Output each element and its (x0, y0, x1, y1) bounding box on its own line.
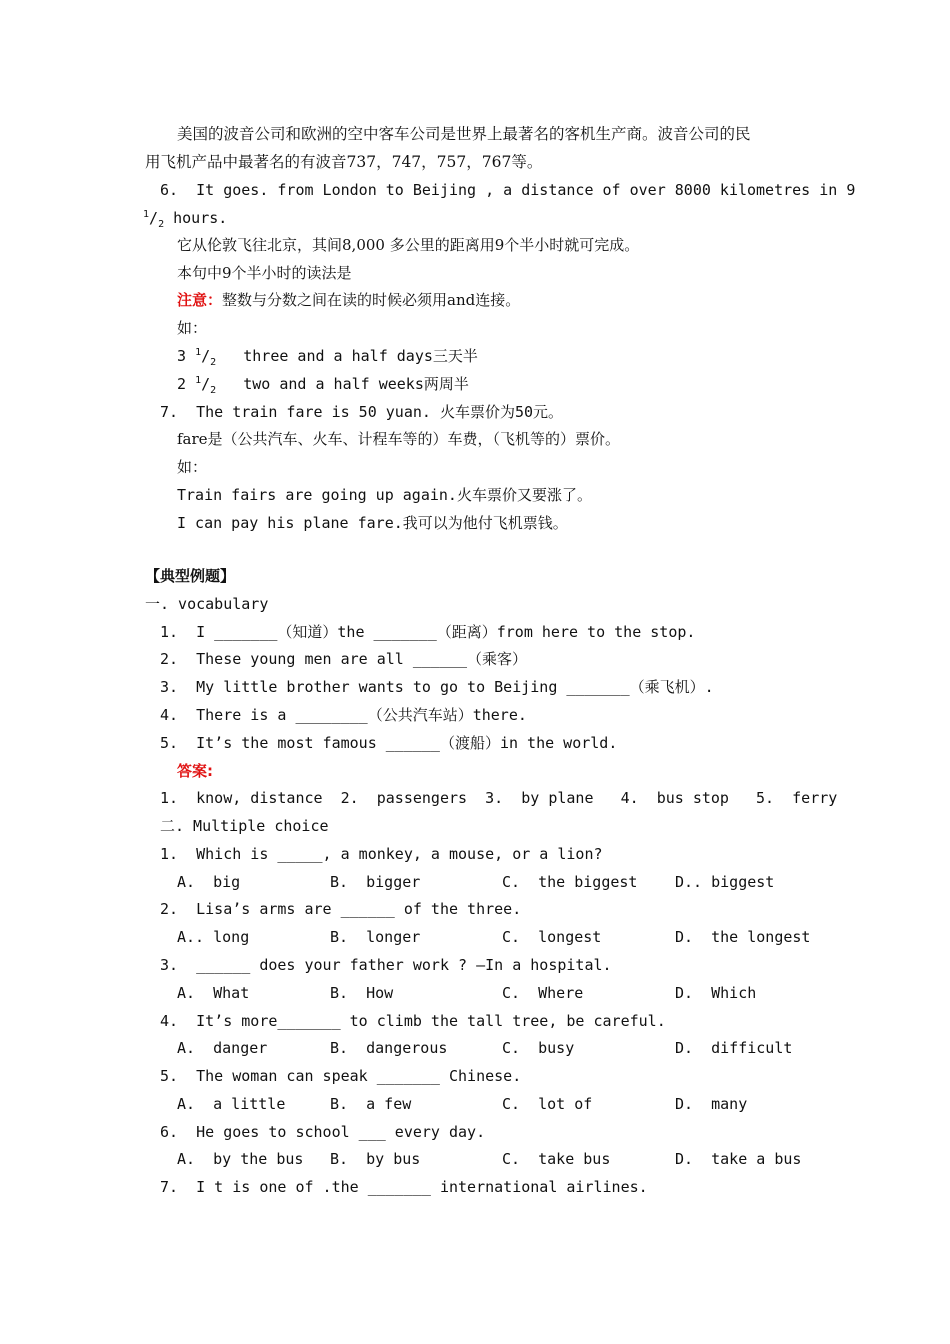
mc-1-option-b: B. bigger (330, 873, 421, 891)
mc-question-6: 6. He goes to school ___ every day. (160, 1123, 486, 1141)
mc-6-option-d: D. take a bus (675, 1150, 802, 1168)
item7-sentence: 7. The train fare is 50 yuan. 火车票价为50元。 (160, 403, 564, 421)
fraction-denominator: 2 (210, 357, 217, 368)
mc-5-option-c: C. lot of (502, 1095, 593, 1113)
mc-question-4: 4. It’s more_______ to climb the tall tree, be careful. (160, 1012, 666, 1030)
mc-4-option-b: B. dangerous (330, 1039, 448, 1057)
mc-6-option-a: A. by the bus (177, 1150, 304, 1168)
item7-example-label: 如： (177, 458, 208, 476)
mc-2-option-d: D. the longest (675, 928, 811, 946)
vocab-answers: 1. know, distance 2. passengers 3. by plane 4. bus stop 5. ferry (160, 789, 838, 807)
intro-line-1: 美国的波音公司和欧洲的空中客车公司是世界上最著名的客机生产商。波音公司的民 (177, 125, 751, 143)
mc-2-option-b: B. longer (330, 928, 421, 946)
mc-5-option-a: A. a little (177, 1095, 286, 1113)
example-integer: 3 (177, 347, 196, 365)
item6-note (177, 290, 520, 310)
mc-3-option-b: B. How (330, 984, 394, 1002)
vocab-question-4: 4. There is a ________（公共汽车站）there. (160, 706, 527, 724)
intro-line-2: 用飞机产品中最著名的有波音737，747，757，767等。 (145, 153, 543, 171)
mc-question-2: 2. Lisa’s arms are ______ of the three. (160, 900, 522, 918)
example-text: two and a half weeks两周半 (216, 375, 469, 393)
fraction-denominator: 2 (158, 219, 165, 230)
examples-heading: 【典型例题】 (145, 567, 236, 585)
item7-explain: fare是（公共汽车、火车、计程车等的）车费，（飞机等的）票价。 (177, 430, 621, 448)
fraction-numerator: 1 (195, 375, 202, 386)
mc-5-option-d: D. many (675, 1095, 748, 1113)
mc-6-option-c: C. take bus (502, 1150, 611, 1168)
answer-label: 答案: (177, 762, 213, 780)
item6-fraction-line: $^1/_2$ hours. (143, 209, 228, 230)
item6-translation: 它从伦敦飞往北京，其间8,000 多公里的距离用9个半小时就可完成。 (177, 236, 640, 254)
mc-heading: 二. Multiple choice (160, 817, 329, 835)
mc-4-option-c: C. busy (502, 1039, 575, 1057)
vocab-question-1: 1. I _______（知道）the _______（距离）from here to the stop. (160, 623, 696, 641)
item6-sentence: 6. It goes. from London to Beijing , a distance of over 8000 kilometres in 9 (160, 181, 856, 199)
mc-2-option-c: C. longest (502, 928, 602, 946)
item6-example-2: 2 $^1/_2$ two and a half weeks两周半 (177, 375, 469, 396)
item6-sentence-end: hours. (164, 209, 228, 227)
item7-example-2: I can pay his plane fare.我可以为他付飞机票钱。 (177, 514, 568, 532)
mc-3-option-d: D. Which (675, 984, 757, 1002)
note-text: 整数与分数之间在读的时候必须用and连接。 (222, 291, 521, 309)
item6-reading: 本句中9个半小时的读法是 (177, 264, 352, 282)
vocab-heading: 一. vocabulary (145, 595, 269, 613)
fraction-numerator: 1 (143, 209, 150, 220)
mc-question-1: 1. Which is _____, a monkey, a mouse, or a lion? (160, 845, 603, 863)
mc-6-option-b: B. by bus (330, 1150, 421, 1168)
fraction-numerator: 1 (195, 347, 202, 358)
item6-example-label: 如： (177, 319, 208, 337)
mc-1-option-a: A. big (177, 873, 241, 891)
mc-question-3: 3. ______ does your father work ? —In a hospital. (160, 956, 612, 974)
mc-question-5: 5. The woman can speak _______ Chinese. (160, 1067, 522, 1085)
item7-example-1: Train fairs are going up again.火车票价又要涨了。 (177, 486, 592, 504)
fraction-denominator: 2 (210, 385, 217, 396)
mc-4-option-a: A. danger (177, 1039, 268, 1057)
mc-1-option-d: D.. biggest (675, 873, 775, 891)
mc-4-option-d: D. difficult (675, 1039, 793, 1057)
mc-2-option-a: A.. long (177, 928, 250, 946)
mc-3-option-a: A. What (177, 984, 250, 1002)
item6-example-1: 3 $^1/_2$ three and a half days三天半 (177, 347, 478, 368)
mc-5-option-b: B. a few (330, 1095, 412, 1113)
mc-1-option-c: C. the biggest (502, 873, 638, 891)
note-label: 注意： (177, 291, 223, 309)
vocab-question-2: 2. These young men are all ______（乘客） (160, 650, 528, 668)
example-text: three and a half days三天半 (216, 347, 478, 365)
mc-question-7: 7. I t is one of .the _______ international airlines. (160, 1178, 648, 1196)
mc-3-option-c: C. Where (502, 984, 584, 1002)
vocab-question-5: 5. It’s the most famous ______（渡船）in the world. (160, 734, 618, 752)
example-integer: 2 (177, 375, 196, 393)
vocab-question-3: 3. My little brother wants to go to Beijing _______（乘飞机）. (160, 678, 714, 696)
